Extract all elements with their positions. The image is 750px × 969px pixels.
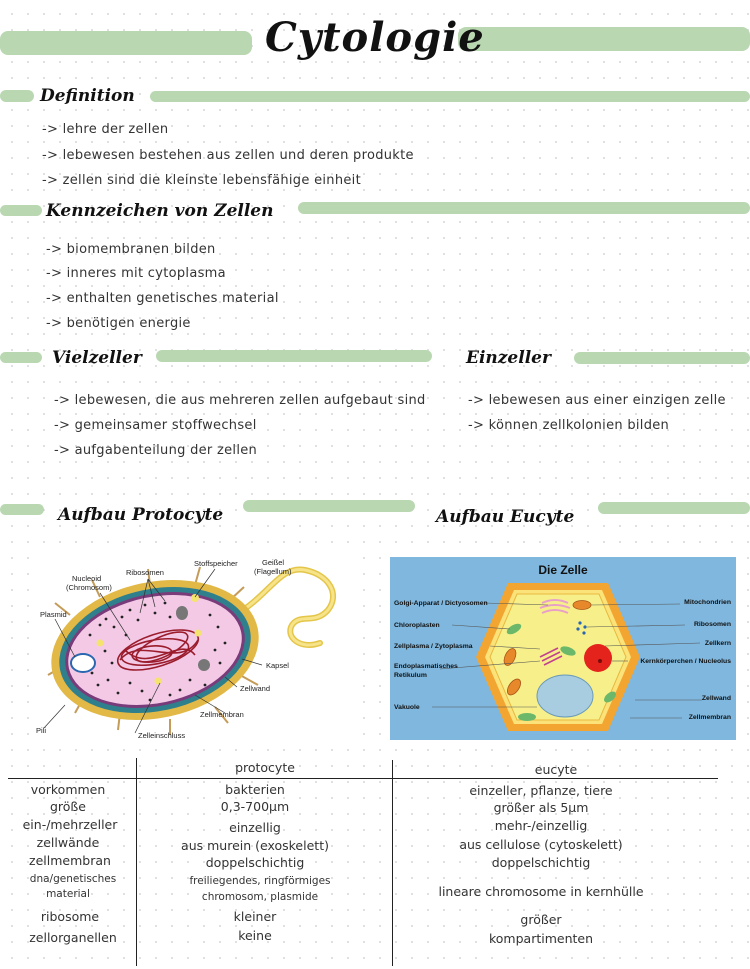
kernkoerperchen-label: Kernkörperchen / Nucleolus — [640, 658, 731, 665]
kennzeichen-item: -> inneres mit cytoplasma — [46, 266, 226, 281]
table-row-label: ribosome — [40, 909, 100, 924]
table-row-label: material — [46, 888, 90, 900]
table-header-eucyte: eucyte — [534, 762, 578, 777]
vielzeller-item: -> aufgabenteilung der zellen — [54, 443, 258, 458]
table-cell-protocyte: bakterien — [225, 782, 285, 797]
chloroplasten-label: Chloroplasten — [394, 622, 440, 629]
kennzeichen-item: -> enthalten genetisches material — [46, 291, 279, 306]
zellplasma-label: Zellplasma / Zytoplasma — [394, 643, 473, 650]
table-cell-protocyte: freiliegendes, ringförmiges — [189, 875, 331, 887]
definition-highlight-left — [0, 90, 34, 102]
flagellum-label: (Flagellum) — [254, 567, 292, 576]
ribosomen-eu-label: Ribosomen — [693, 621, 731, 628]
table-cell-eucyte: aus cellulose (cytoskelett) — [459, 837, 623, 852]
zellmembran-label: Zellmembran — [200, 710, 244, 719]
aufbau-highlight-mid — [243, 500, 415, 512]
aufbau-highlight-left — [0, 504, 44, 515]
einzeller-item: -> können zellkolonien bilden — [468, 418, 670, 433]
vielzeller-highlight-left — [0, 352, 42, 363]
table-cell-eucyte: lineare chromosome in kernhülle — [438, 884, 644, 899]
vielzeller-heading: Vielzeller — [52, 348, 142, 368]
vielzeller-highlight-right — [156, 350, 432, 362]
definition-item: -> zellen sind die kleinste lebensfähige einheit — [42, 173, 361, 188]
table-row-label: zellorganellen — [29, 930, 117, 945]
einzeller-highlight-right — [574, 352, 750, 364]
plasmid-label: Plasmid — [40, 610, 67, 619]
title-highlight-left — [0, 31, 252, 55]
title-highlight-right — [458, 27, 750, 51]
table-vertical-rule — [392, 760, 393, 966]
table-cell-protocyte: 0,3-700µm — [220, 799, 290, 814]
er-label-2: Retikulum — [394, 672, 427, 679]
mitochondrien-label: Mitochondrien — [684, 599, 731, 606]
zellmembran-eu-label: Zellmembran — [688, 714, 731, 721]
table-row-label: zellwände — [36, 835, 100, 850]
kapsel-label: Kapsel — [266, 661, 289, 670]
er-label-1: Endoplasmatisches — [394, 663, 458, 670]
stoffspeicher-label: Stoffspeicher — [194, 559, 238, 568]
kennzeichen-item: -> benötigen energie — [46, 316, 191, 331]
table-row-label: zellmembran — [29, 853, 111, 868]
table-cell-eucyte: größer als 5µm — [493, 800, 589, 815]
geissel-label: Geißel — [262, 558, 285, 567]
eucyte-heading: Aufbau Eucyte — [436, 507, 575, 527]
table-cell-eucyte: doppelschichtig — [491, 855, 591, 870]
table-row-label: dna/genetisches — [29, 873, 117, 885]
table-header-protocyte: protocyte — [235, 760, 295, 775]
table-cell-eucyte: kompartimenten — [488, 931, 594, 946]
table-cell-protocyte: chromosom, plasmide — [201, 891, 319, 903]
protocyte-heading: Aufbau Protocyte — [58, 505, 224, 525]
kennzeichen-highlight-right — [298, 202, 750, 214]
table-cell-protocyte: kleiner — [233, 909, 277, 924]
zellwand-label: Zellwand — [240, 684, 271, 693]
table-cell-eucyte: einzeller, pflanze, tiere — [469, 783, 613, 798]
kennzeichen-highlight-left — [0, 205, 42, 216]
table-cell-protocyte: einzellig — [229, 820, 281, 835]
table-row-label: größe — [49, 799, 86, 814]
table-cell-protocyte: doppelschichtig — [205, 855, 305, 870]
table-row-label: ein-/mehrzeller — [22, 817, 118, 832]
golgi-label: Golgi-Apparat / Dictyosomen — [394, 600, 488, 607]
table-row-label: vorkommen — [30, 782, 106, 797]
table-cell-eucyte: größer — [520, 912, 562, 927]
chromosom-label: (Chromosom) — [66, 583, 112, 592]
protocyte-diagram — [30, 555, 360, 745]
zellkern-label: Zellkern — [704, 640, 731, 647]
kennzeichen-heading: Kennzeichen von Zellen — [46, 201, 274, 221]
zelleinschluss-label: Zelleinschluss — [138, 731, 186, 740]
vakuole-label: Vakuole — [394, 704, 420, 711]
zellwand-eu-label: Zellwand — [701, 695, 731, 702]
einzeller-heading: Einzeller — [466, 348, 551, 368]
vielzeller-item: -> lebewesen, die aus mehreren zellen aufgebaut sind — [54, 393, 426, 408]
nucleoid-label: Nucleoid — [72, 574, 102, 583]
table-horizontal-rule — [8, 778, 718, 779]
definition-highlight-right — [150, 91, 750, 102]
aufbau-highlight-right — [598, 502, 750, 514]
table-cell-eucyte: mehr-/einzellig — [494, 818, 588, 833]
definition-heading: Definition — [40, 86, 135, 106]
eucyte-diagram — [390, 557, 736, 740]
page-title: Cytologie — [265, 14, 485, 61]
eucyte-title: Die Zelle — [538, 563, 588, 577]
definition-item: -> lebewesen bestehen aus zellen und deren produkte — [42, 148, 414, 163]
einzeller-item: -> lebewesen aus einer einzigen zelle — [468, 393, 726, 408]
definition-item: -> lehre der zellen — [42, 122, 169, 137]
table-cell-protocyte: aus murein (exoskelett) — [181, 838, 329, 853]
kennzeichen-item: -> biomembranen bilden — [46, 242, 216, 257]
ribosomen-label: Ribosomen — [126, 568, 164, 577]
table-cell-protocyte: keine — [238, 928, 272, 943]
pili-label: Pili — [36, 726, 47, 735]
vielzeller-item: -> gemeinsamer stoffwechsel — [54, 418, 257, 433]
